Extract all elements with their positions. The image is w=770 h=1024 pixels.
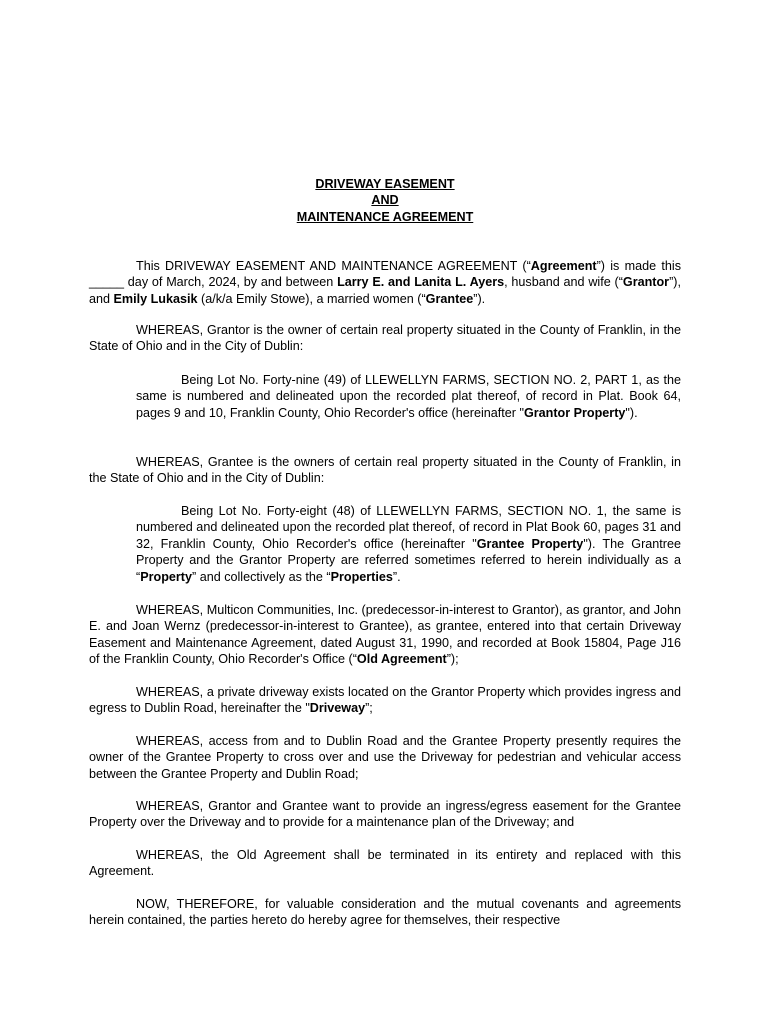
title-line-1: DRIVEWAY EASEMENT <box>315 177 455 191</box>
title-line-2: AND <box>371 193 399 208</box>
document-title <box>0 176 770 225</box>
whereas-paragraph-3 <box>89 602 681 668</box>
intro-text-1: This DRIVEWAY EASEMENT AND MAINTENANCE AGREEMENT (“ <box>136 259 531 273</box>
lot2-bold-properties: Properties <box>330 569 393 584</box>
intro-text-5: (a/k/a Emily Stowe), a married women (“ <box>197 291 426 306</box>
lot2-text-2: "). The Grantree Property and the Grantor Property are referred sometimes referred to herein individually as a “ <box>136 536 681 584</box>
intro-text-2: ”) is made this _____ day of March, 2024, by and between <box>89 259 681 290</box>
intro-text-6: ”). <box>473 291 486 306</box>
intro-paragraph <box>89 258 681 307</box>
grantor-lot-description <box>136 372 681 421</box>
lot2-bold-property: Property <box>140 569 192 584</box>
whereas3-bold-old-agreement: Old Agreement <box>356 652 447 667</box>
whereas3-text-1: WHEREAS, Multicon Communities, Inc. (predecessor-in-interest to Grantor), as grantor, and John E. and Joan Wernz (predecessor-in-interest to Grantee), as grantee, entered into that certain Driveway Easement and Maintenance Agreement, dated August 31, 1990, and recorded at Book 15804, Page J16 of the Franklin County, Ohio Recorder's Office (“ <box>89 603 681 667</box>
whereas-paragraph-2: WHEREAS, Grantee is the owners of certain real property situated in the County of Franklin, in the State of Ohio and in the City of Dublin: <box>89 455 681 486</box>
intro-bold-agreement: Agreement <box>530 259 597 273</box>
whereas-paragraph-6: WHEREAS, Grantor and Grantee want to provide an ingress/egress easement for the Grantee Property over the Driveway and to provide for a maintenance plan of the Driveway; and <box>89 799 681 830</box>
lot1-text-2: "). <box>625 405 638 420</box>
intro-bold-grantee-name: Emily Lukasik <box>113 291 198 306</box>
intro-bold-grantor-names: Larry E. and Lanita L. Ayers <box>337 275 505 290</box>
lot1-bold-grantor-property: Grantor Property <box>523 405 626 420</box>
now-therefore-paragraph: NOW, THEREFORE, for valuable consideration and the mutual covenants and agreements herein contained, the parties hereto do hereby agree for themselves, their respective <box>89 897 681 928</box>
intro-bold-grantor: Grantor <box>622 275 670 290</box>
lot2-text-1: Being Lot No. Forty-eight (48) of LLEWELLYN FARMS, SECTION NO. 1, the same is numbered and delineated upon the recorded plat thereof, of record in Plat Book 60, pages 31 and 32, Franklin County, Ohio Recorder's office (hereinafter " <box>136 504 681 551</box>
intro-bold-grantee: Grantee <box>425 291 474 306</box>
whereas4-text-2: ”; <box>365 701 373 716</box>
grantee-lot-description <box>136 503 681 585</box>
lot2-bold-grantee-property: Grantee Property <box>476 536 584 551</box>
lot2-text-4: ”. <box>392 569 401 584</box>
whereas-paragraph-4 <box>89 684 681 717</box>
title-line-3: MAINTENANCE AGREEMENT <box>296 209 474 224</box>
whereas3-text-2: ”); <box>446 652 459 667</box>
whereas-paragraph-1: WHEREAS, Grantor is the owner of certain real property situated in the County of Franklin, in the State of Ohio and in the City of Dublin: <box>89 323 681 354</box>
whereas-paragraph-7: WHEREAS, the Old Agreement shall be terminated in its entirety and replaced with this Agreement. <box>89 848 681 879</box>
whereas4-bold-driveway: Driveway <box>309 701 366 716</box>
whereas4-text-1: WHEREAS, a private driveway exists located on the Grantor Property which provides ingress and egress to Dublin Road, hereinafter the " <box>89 685 681 716</box>
lot2-text-3: ” and collectively as the “ <box>192 569 331 584</box>
intro-text-3: , husband and wife (“ <box>504 275 623 290</box>
lot1-text-1: Being Lot No. Forty-nine (49) of LLEWELLYN FARMS, SECTION NO. 2, PART 1, as the same is numbered and delineated upon the recorded plat thereof, of record in Plat. Book 64, pages 9 and 10, Franklin County, Ohio Recorder's office (hereinafter " <box>136 373 681 420</box>
whereas-paragraph-5: WHEREAS, access from and to Dublin Road and the Grantee Property presently requires the owner of the Grantee Property to cross over and use the Driveway for pedestrian and vehicular access between the Grantee Property and Dublin Road; <box>89 734 681 781</box>
intro-text-4: ”), and <box>89 275 681 306</box>
